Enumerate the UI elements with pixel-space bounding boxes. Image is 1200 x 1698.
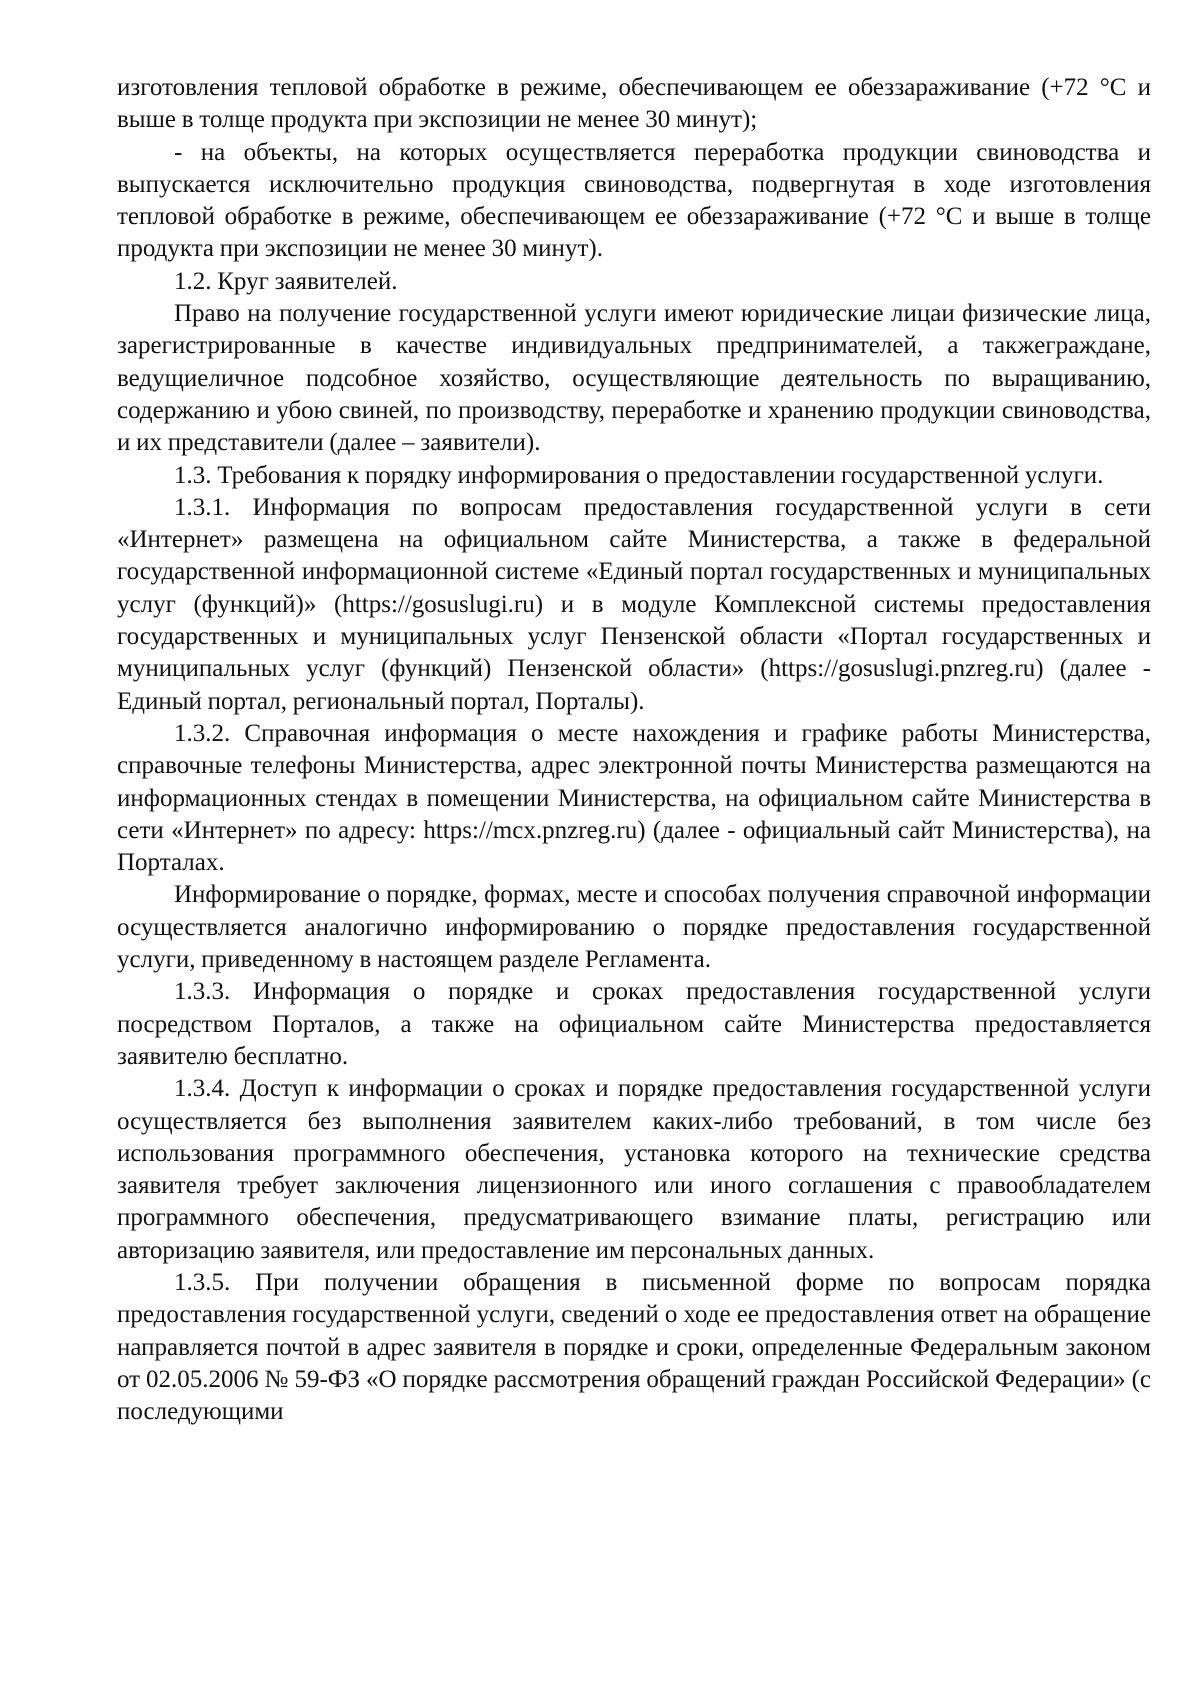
paragraph-applicants: Право на получение государственной услуги имеют юридические лицаи физические лица, зарегистрированные в качестве индивидуальных предпринимателей, а такжеграждане, ведущиеличное подсобное хозяйство, осуществляющие деятельность по выращиванию, содержанию и убою свиней, по производству, переработке и хранению продукции свиноводства, и их представители (далее – заявители). xyxy=(117,300,1151,457)
paragraph-1-3-4: 1.3.4. Доступ к информации о сроках и порядке предоставления государственной услуги осуществляется без выполнения заявителем каких-либо требований, в том числе без использования программного обеспечения, установка которого на технические средства заявителя требует заключения лицензионного или иного соглашения с правообладателем программного обеспечения, предусматривающего взимание платы, регистрацию или авторизацию заявителя, или предоставление им персональных данных. xyxy=(117,1075,1151,1264)
paragraph-informing: Информирование о порядке, формах, месте и способах получения справочной информации осуществляется аналогично информированию о порядке предоставления государственной услуги, приведенному в настоящем разделе Регламента. xyxy=(117,881,1151,974)
paragraph-1-3-3: 1.3.3. Информация о порядке и сроках предоставления государственной услуги посредством Порталов, а также на официальном сайте Министерства предоставляется заявителю бесплатно. xyxy=(117,978,1151,1070)
paragraph-1-3-1: 1.3.1. Информация по вопросам предоставления государственной услуги в сети «Интернет» размещена на официальном сайте Министерства, а также в федеральной государственной информационной системе «Единый портал государственных и муниципальных услуг (функций)» (https://gosuslugi.ru) и в модуле Комплексной системы предоставления государственных и муниципальных услуг Пензенской области «Портал государственных и муниципальных услуг (функций) Пензенской области» (https://gosuslugi.pnzreg.ru) (далее - Единый портал, региональный портал, Порталы). xyxy=(117,493,1151,715)
paragraph-1-3-2: 1.3.2. Справочная информация о месте нахождения и графике работы Министерства, справочные телефоны Министерства, адрес электронной почты Министерства размещаются на информационных стендах в помещении Министерства, на официальном сайте Министерства в сети «Интернет» по адресу: https://mcx.pnzreg.ru) (далее - официальный сайт Министерства), на Порталах. xyxy=(117,719,1151,877)
document-body xyxy=(117,72,1151,1428)
paragraph-pig-products-objects: - на объекты, на которых осуществляется переработка продукции свиноводства и выпускается исключительно продукция свиноводства, подвергнутая в ходе изготовления тепловой обработке в режиме, обеспечивающем ее обеззараживание (+72 °С и выше в толще продукта при экспозиции не менее 30 минут). xyxy=(117,138,1151,263)
section-heading-1-2: 1.2. Круг заявителей. xyxy=(174,267,398,295)
paragraph-continuation: изготовления тепловой обработке в режиме, обеспечивающем ее обеззараживание (+72 °С и выше в толще продукта при экспозиции не менее 30 минут); xyxy=(117,74,1151,134)
paragraph-1-3-5: 1.3.5. При получении обращения в письменной форме по вопросам порядка предоставления государственной услуги, сведений о ходе ее предоставления ответ на обращение направляется почтой в адрес заявителя в порядке и сроки, определенные Федеральным законом от 02.05.2006 № 59-ФЗ «О порядке рассмотрения обращений граждан Российской Федерации» (с последующими xyxy=(117,1268,1151,1426)
section-heading-1-3: 1.3. Требования к порядку информирования о предоставлении государственной услуги. xyxy=(174,461,1104,489)
